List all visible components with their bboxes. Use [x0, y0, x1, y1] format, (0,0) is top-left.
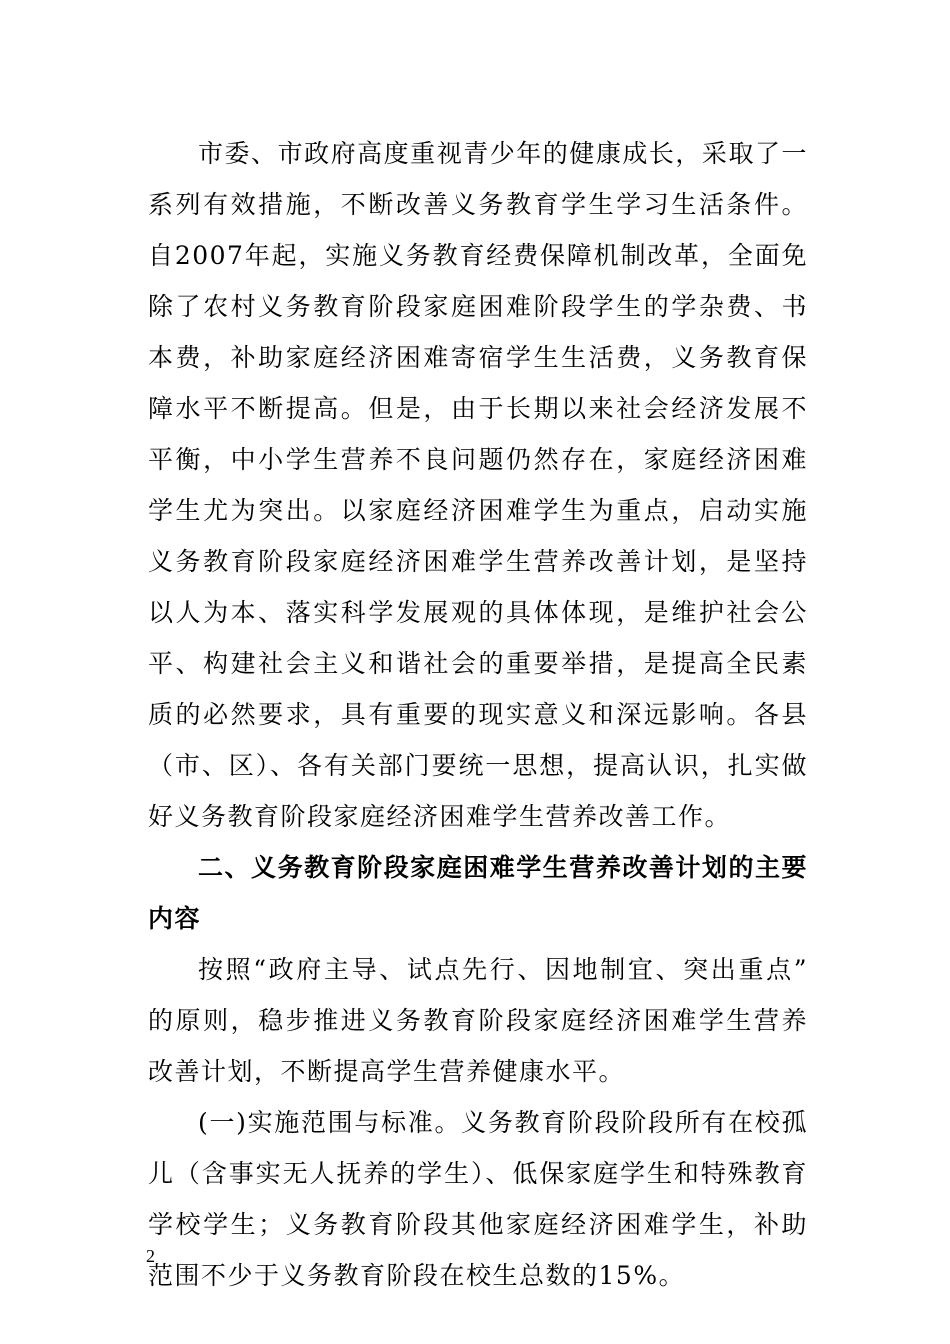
- document-body: [148, 128, 808, 1301]
- section-heading-2: 二、义务教育阶段家庭困难学生营养改善计划的主要内容: [148, 853, 808, 933]
- paragraph-principle: 按照“政府主导、试点先行、因地制宜、突出重点” 的原则，稳步推进义务教育阶段家庭经济困难学生营养改善计划，不断提高学生营养健康水平。: [148, 955, 808, 1086]
- page-number: 2: [146, 1246, 155, 1266]
- paragraph-background: 市委、市政府高度重视青少年的健康成长，采取了一系列有效措施，不断改善义务教育学生学习生活条件。自2007年起，实施义务教育经费保障机制改革，全面免除了农村义务教育阶段家庭困难阶段学生的学杂费、书本费，补助家庭经济困难寄宿学生生活费，义务教育保障水平不断提高。但是，由于长期以来社会经济发展不平衡，中小学生营养不良问题仍然存在，家庭经济困难学生尤为突出。以家庭经济困难学生为重点，启动实施义务教育阶段家庭经济困难学生营养改善计划，是坚持以人为本、落实科学发展观的具体体现，是维护社会公平、构建社会主义和谐社会的重要举措，是提高全民素质的必然要求，具有重要的现实意义和深远影响。各县（市、区）、各有关部门要统一思想，提高认识，扎实做好义务教育阶段家庭经济困难学生营养改善工作。: [148, 139, 808, 831]
- paragraph-scope-standard: (一)实施范围与标准。义务教育阶段阶段所有在校孤儿（含事实无人抚养的学生）、低保家庭学生和特殊教育学校学生；义务教育阶段其他家庭经济困难学生，补助范围不少于义务教育阶段在校生总数的15%。: [148, 1108, 808, 1290]
